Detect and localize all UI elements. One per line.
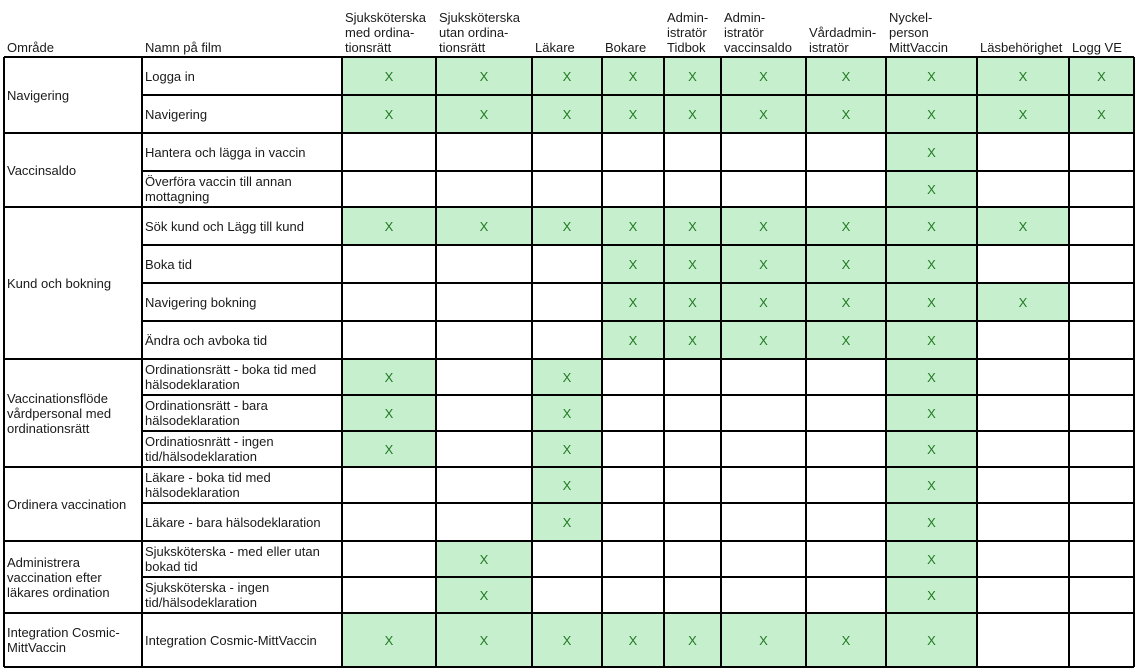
mark-cell: X xyxy=(1069,95,1134,133)
mark-cell: X xyxy=(342,613,436,667)
area-cell: Vaccinationsflöde vårdpersonal med ordinationsrätt xyxy=(7,390,112,436)
mark-cell: X xyxy=(886,503,977,541)
area-cell: Integration Cosmic- MittVaccin xyxy=(7,625,120,655)
grid-line-horizontal xyxy=(142,430,1134,432)
grid-line-horizontal xyxy=(142,244,1134,246)
mark-cell: X xyxy=(886,577,977,613)
film-name-cell: Integration Cosmic-MittVaccin xyxy=(145,632,317,648)
grid-line-horizontal xyxy=(4,132,1134,134)
mark-cell: X xyxy=(342,207,436,245)
mark-cell: X xyxy=(532,503,602,541)
header-role: Läkare xyxy=(535,40,575,55)
mark-cell: X xyxy=(721,283,806,321)
mark-cell: X xyxy=(886,541,977,577)
film-name-cell: Sjuksköterska - med eller utan bokad tid xyxy=(145,544,320,574)
mark-cell: X xyxy=(886,57,977,95)
film-name-cell: Ändra och avboka tid xyxy=(145,332,268,348)
mark-cell: X xyxy=(602,321,664,359)
mark-cell: X xyxy=(532,207,602,245)
grid-line-horizontal xyxy=(4,206,1134,208)
mark-cell: X xyxy=(664,95,721,133)
mark-cell: X xyxy=(886,395,977,431)
grid-line-horizontal xyxy=(4,666,1134,668)
mark-cell: X xyxy=(436,57,532,95)
header-film-name: Namn på film xyxy=(145,40,222,55)
mark-cell: X xyxy=(532,431,602,467)
mark-cell: X xyxy=(886,95,977,133)
mark-cell: X xyxy=(721,57,806,95)
mark-cell: X xyxy=(664,613,721,667)
mark-cell: X xyxy=(721,207,806,245)
grid-line-horizontal xyxy=(4,358,1134,360)
mark-cell: X xyxy=(436,541,532,577)
mark-cell: X xyxy=(436,95,532,133)
mark-cell: X xyxy=(436,613,532,667)
mark-cell: X xyxy=(664,207,721,245)
mark-cell: X xyxy=(977,57,1069,95)
mark-cell: X xyxy=(532,467,602,503)
mark-cell: X xyxy=(806,321,886,359)
mark-cell: X xyxy=(721,245,806,283)
mark-cell: X xyxy=(721,613,806,667)
film-name-cell: Sök kund och Lägg till kund xyxy=(145,218,304,234)
mark-cell: X xyxy=(886,207,977,245)
film-name-cell: Navigering xyxy=(145,106,208,122)
header-role: Admin- istratör Tidbok xyxy=(667,10,709,55)
mark-cell: X xyxy=(602,207,664,245)
mark-cell: X xyxy=(602,95,664,133)
mark-cell: X xyxy=(806,207,886,245)
header-role: Sjuksköterska med ordina- tionsrätt xyxy=(345,10,426,55)
grid-line-vertical xyxy=(3,57,5,667)
mark-cell: X xyxy=(532,395,602,431)
mark-cell: X xyxy=(1069,57,1134,95)
grid-line-horizontal xyxy=(142,394,1134,396)
grid-line-horizontal xyxy=(142,170,1134,172)
film-name-cell: Läkare - boka tid med hälsodeklaration xyxy=(145,470,271,500)
mark-cell: X xyxy=(532,359,602,395)
area-cell: Navigering xyxy=(7,87,70,103)
film-name-cell: Ordinatiosnrätt - ingen tid/hälsodeklaration xyxy=(145,434,274,464)
header-role: Läsbehörighet xyxy=(980,40,1063,55)
mark-cell: X xyxy=(436,577,532,613)
mark-cell: X xyxy=(664,57,721,95)
mark-cell: X xyxy=(342,95,436,133)
mark-cell: X xyxy=(436,207,532,245)
film-name-cell: Ordinationsrätt - bara hälsodeklaration xyxy=(145,398,268,428)
header-area: Område xyxy=(7,40,54,55)
mark-cell: X xyxy=(886,245,977,283)
area-cell: Administrera vaccination efter läkares ordination xyxy=(7,554,110,600)
header-role: Vårdadmin- istratör xyxy=(809,25,877,55)
mark-cell: X xyxy=(602,245,664,283)
mark-cell: X xyxy=(886,431,977,467)
area-cell: Ordinera vaccination xyxy=(7,496,127,512)
mark-cell: X xyxy=(602,57,664,95)
mark-cell: X xyxy=(721,321,806,359)
mark-cell: X xyxy=(664,245,721,283)
mark-cell: X xyxy=(806,95,886,133)
header-role: Admin- istratör vaccinsaldo xyxy=(724,10,792,55)
header-role: Logg VE xyxy=(1072,40,1122,55)
mark-cell: X xyxy=(886,171,977,207)
film-name-cell: Sjuksköterska - ingen tid/hälsodeklaration xyxy=(145,580,270,610)
mark-cell: X xyxy=(532,613,602,667)
grid-line-horizontal xyxy=(142,576,1134,578)
header-role: Nyckel- person MittVaccin xyxy=(889,10,948,55)
mark-cell: X xyxy=(977,283,1069,321)
mark-cell: X xyxy=(886,133,977,171)
area-cell: Kund och bokning xyxy=(7,275,112,291)
mark-cell: X xyxy=(977,95,1069,133)
mark-cell: X xyxy=(886,359,977,395)
grid-line-horizontal xyxy=(4,466,1134,468)
grid-line-horizontal xyxy=(142,502,1134,504)
film-name-cell: Boka tid xyxy=(145,256,192,272)
film-name-cell: Hantera och lägga in vaccin xyxy=(145,144,306,160)
mark-cell: X xyxy=(602,613,664,667)
grid-line-horizontal xyxy=(4,540,1134,542)
grid-line-horizontal xyxy=(4,56,1134,58)
mark-cell: X xyxy=(721,95,806,133)
film-name-cell: Logga in xyxy=(145,68,195,84)
mark-cell: X xyxy=(532,57,602,95)
mark-cell: X xyxy=(806,245,886,283)
mark-cell: X xyxy=(342,431,436,467)
film-name-cell: Överföra vaccin till annan mottagning xyxy=(145,174,292,204)
film-name-cell: Ordinationsrätt - boka tid med hälsodeklaration xyxy=(145,362,317,392)
mark-cell: X xyxy=(532,95,602,133)
mark-cell: X xyxy=(886,283,977,321)
mark-cell: X xyxy=(342,57,436,95)
mark-cell: X xyxy=(886,321,977,359)
mark-cell: X xyxy=(886,467,977,503)
mark-cell: X xyxy=(602,283,664,321)
grid-line-horizontal xyxy=(4,612,1134,614)
mark-cell: X xyxy=(806,283,886,321)
area-cell: Vaccinsaldo xyxy=(7,162,77,178)
header-role: Sjuksköterska utan ordina- tionsrätt xyxy=(439,10,520,55)
mark-cell: X xyxy=(977,207,1069,245)
header-role: Bokare xyxy=(605,40,647,55)
grid-line-horizontal xyxy=(142,94,1134,96)
mark-cell: X xyxy=(664,321,721,359)
film-name-cell: Navigering bokning xyxy=(145,294,257,310)
mark-cell: X xyxy=(806,57,886,95)
mark-cell: X xyxy=(342,395,436,431)
mark-cell: X xyxy=(664,283,721,321)
mark-cell: X xyxy=(806,613,886,667)
film-name-cell: Läkare - bara hälsodeklaration xyxy=(145,514,321,530)
mark-cell: X xyxy=(342,359,436,395)
mark-cell: X xyxy=(886,613,977,667)
grid-line-horizontal xyxy=(142,320,1134,322)
grid-line-horizontal xyxy=(142,282,1134,284)
